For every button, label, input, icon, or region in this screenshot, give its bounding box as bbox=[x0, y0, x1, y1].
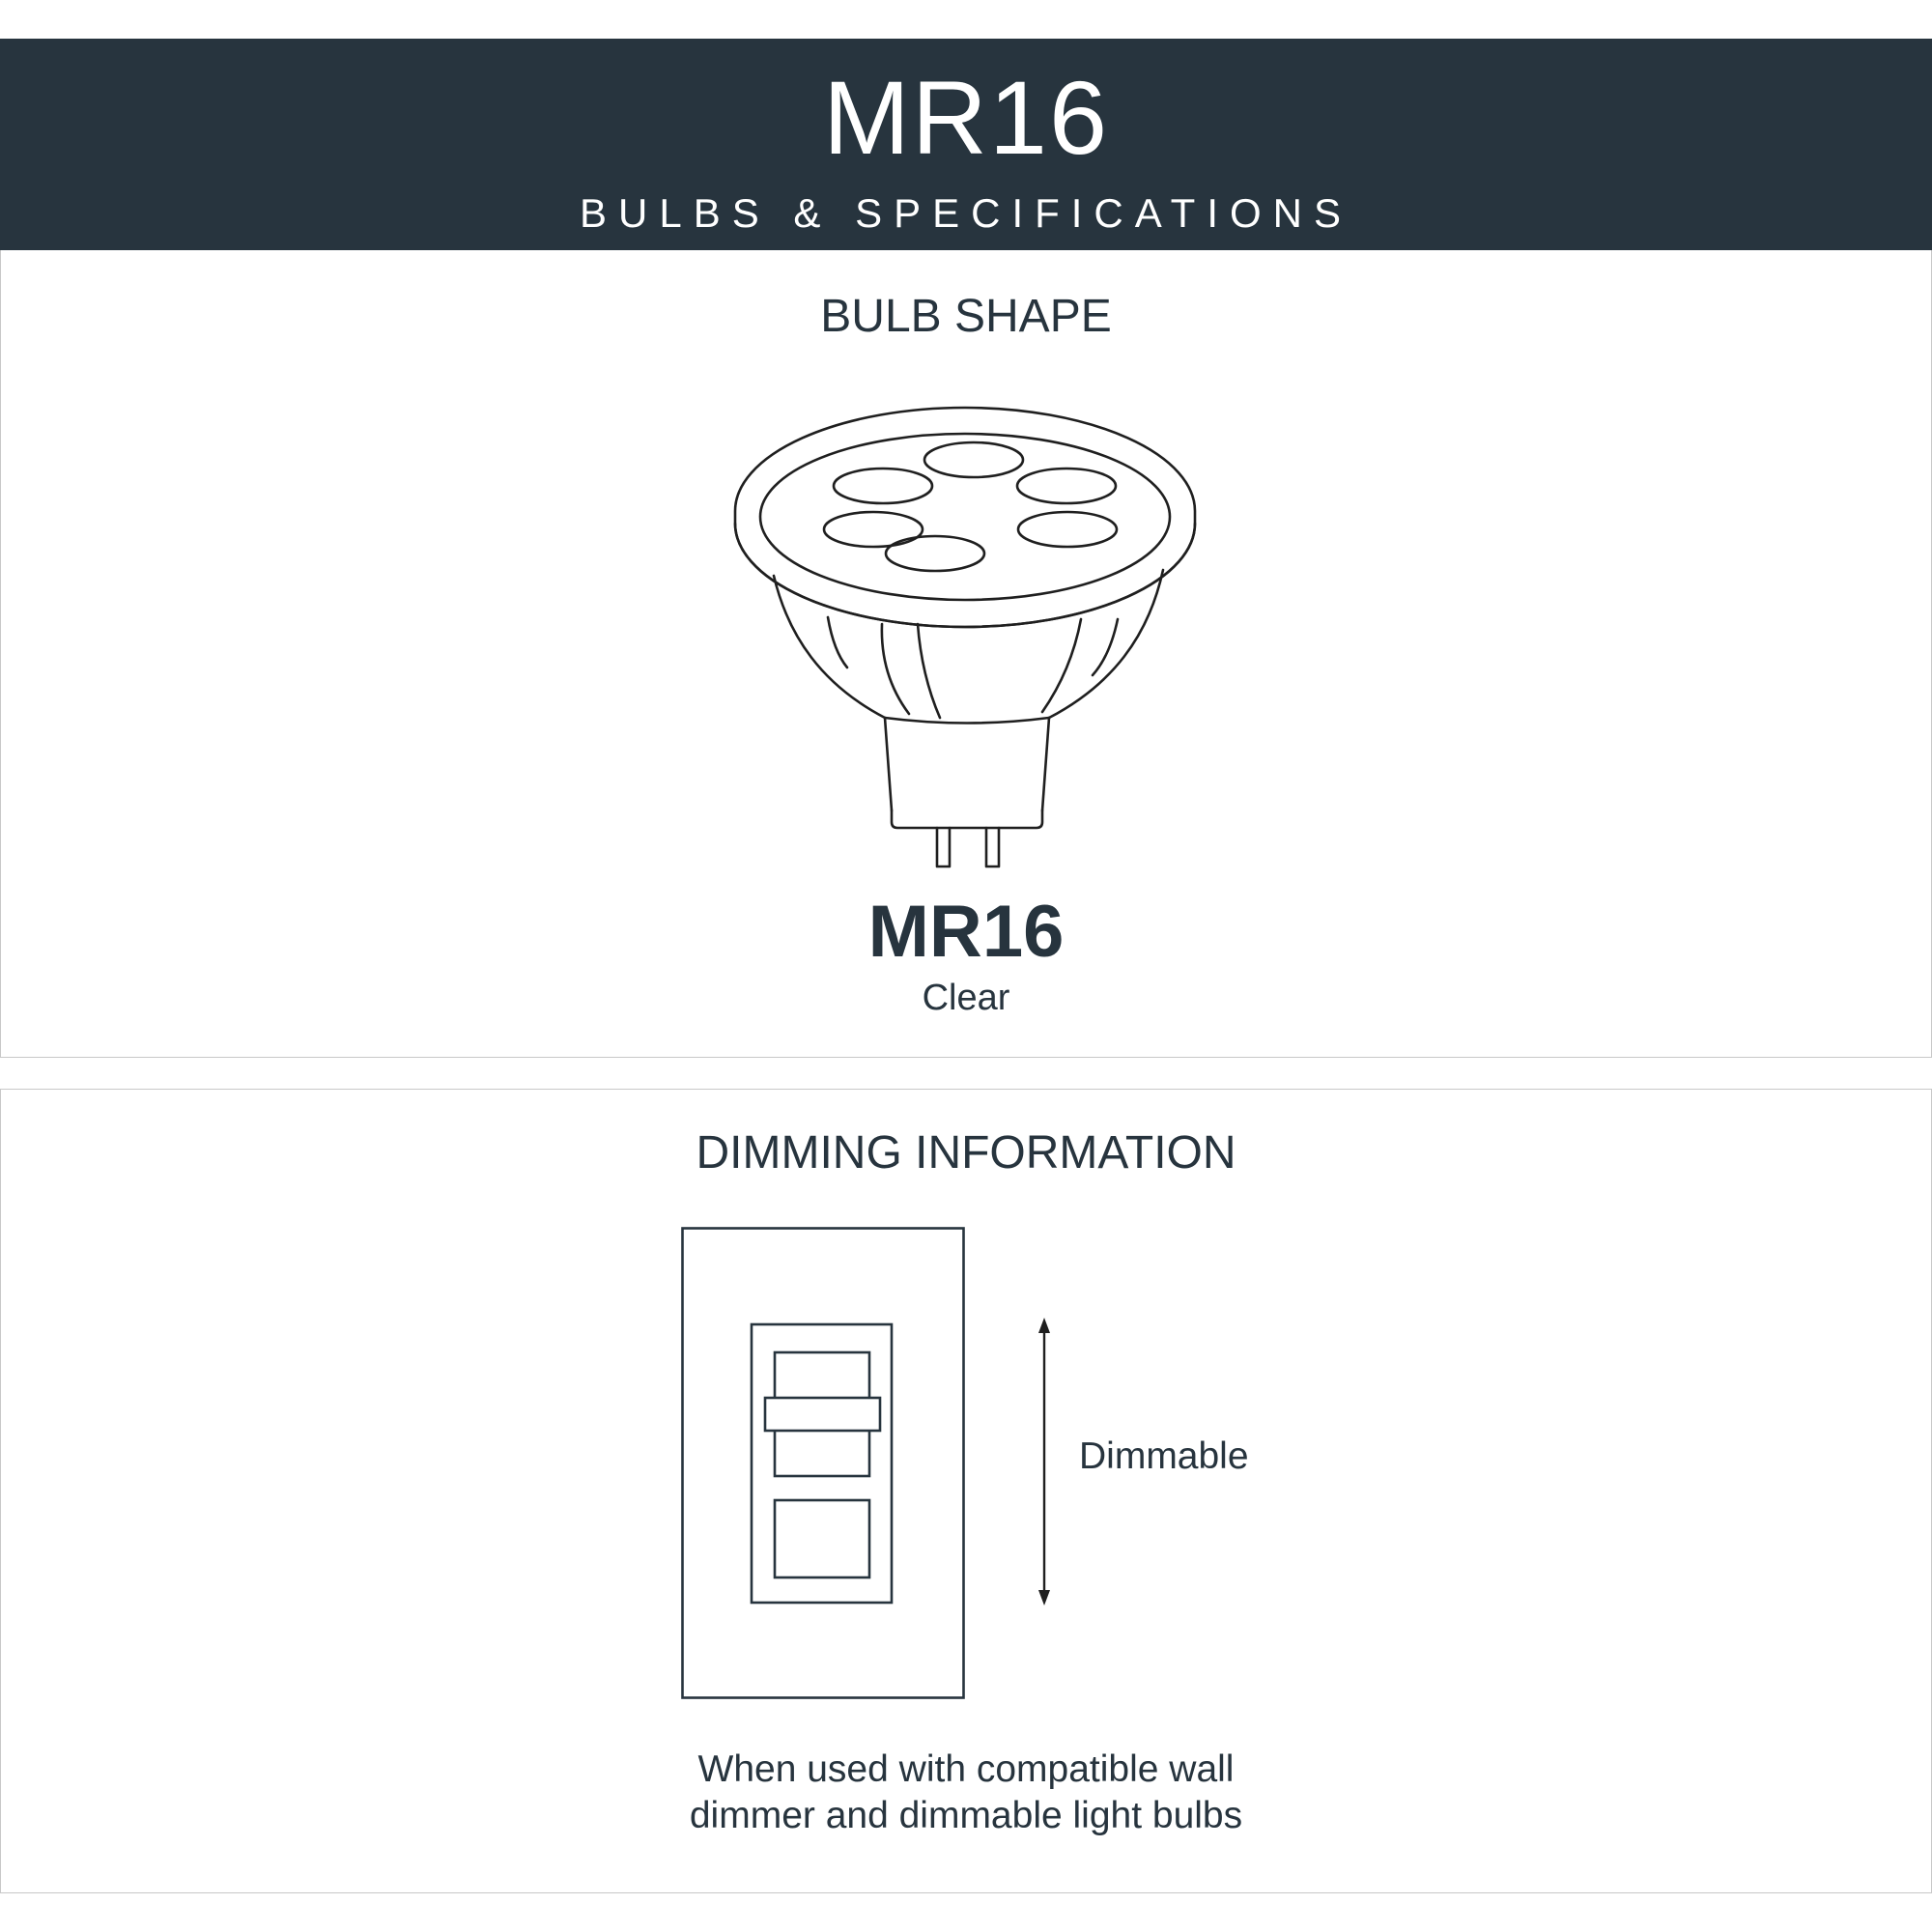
dimming-info-panel bbox=[0, 1089, 1932, 1893]
dimming-note-line: dimmer and dimmable light bulbs bbox=[689, 1795, 1243, 1836]
wall-dimmer-switch-icon bbox=[677, 1225, 1064, 1708]
page-subtitle: BULBS & SPECIFICATIONS bbox=[579, 190, 1352, 236]
bulb-shape-heading: BULB SHAPE bbox=[820, 291, 1112, 342]
bulb-finish-label: Clear bbox=[922, 978, 1010, 1018]
dimmable-label: Dimmable bbox=[1079, 1435, 1249, 1477]
bulb-shape-panel bbox=[0, 250, 1932, 1058]
bulb-type-label: MR16 bbox=[867, 891, 1065, 973]
dimming-note bbox=[1, 1747, 1931, 1839]
header-banner bbox=[0, 39, 1932, 251]
mr16-bulb-icon bbox=[725, 395, 1208, 878]
dimming-note-line: When used with compatible wall bbox=[697, 1748, 1235, 1790]
page-title: MR16 bbox=[822, 59, 1110, 176]
dimming-heading: DIMMING INFORMATION bbox=[696, 1127, 1236, 1179]
vertical-double-arrow-icon bbox=[1025, 1312, 1064, 1611]
